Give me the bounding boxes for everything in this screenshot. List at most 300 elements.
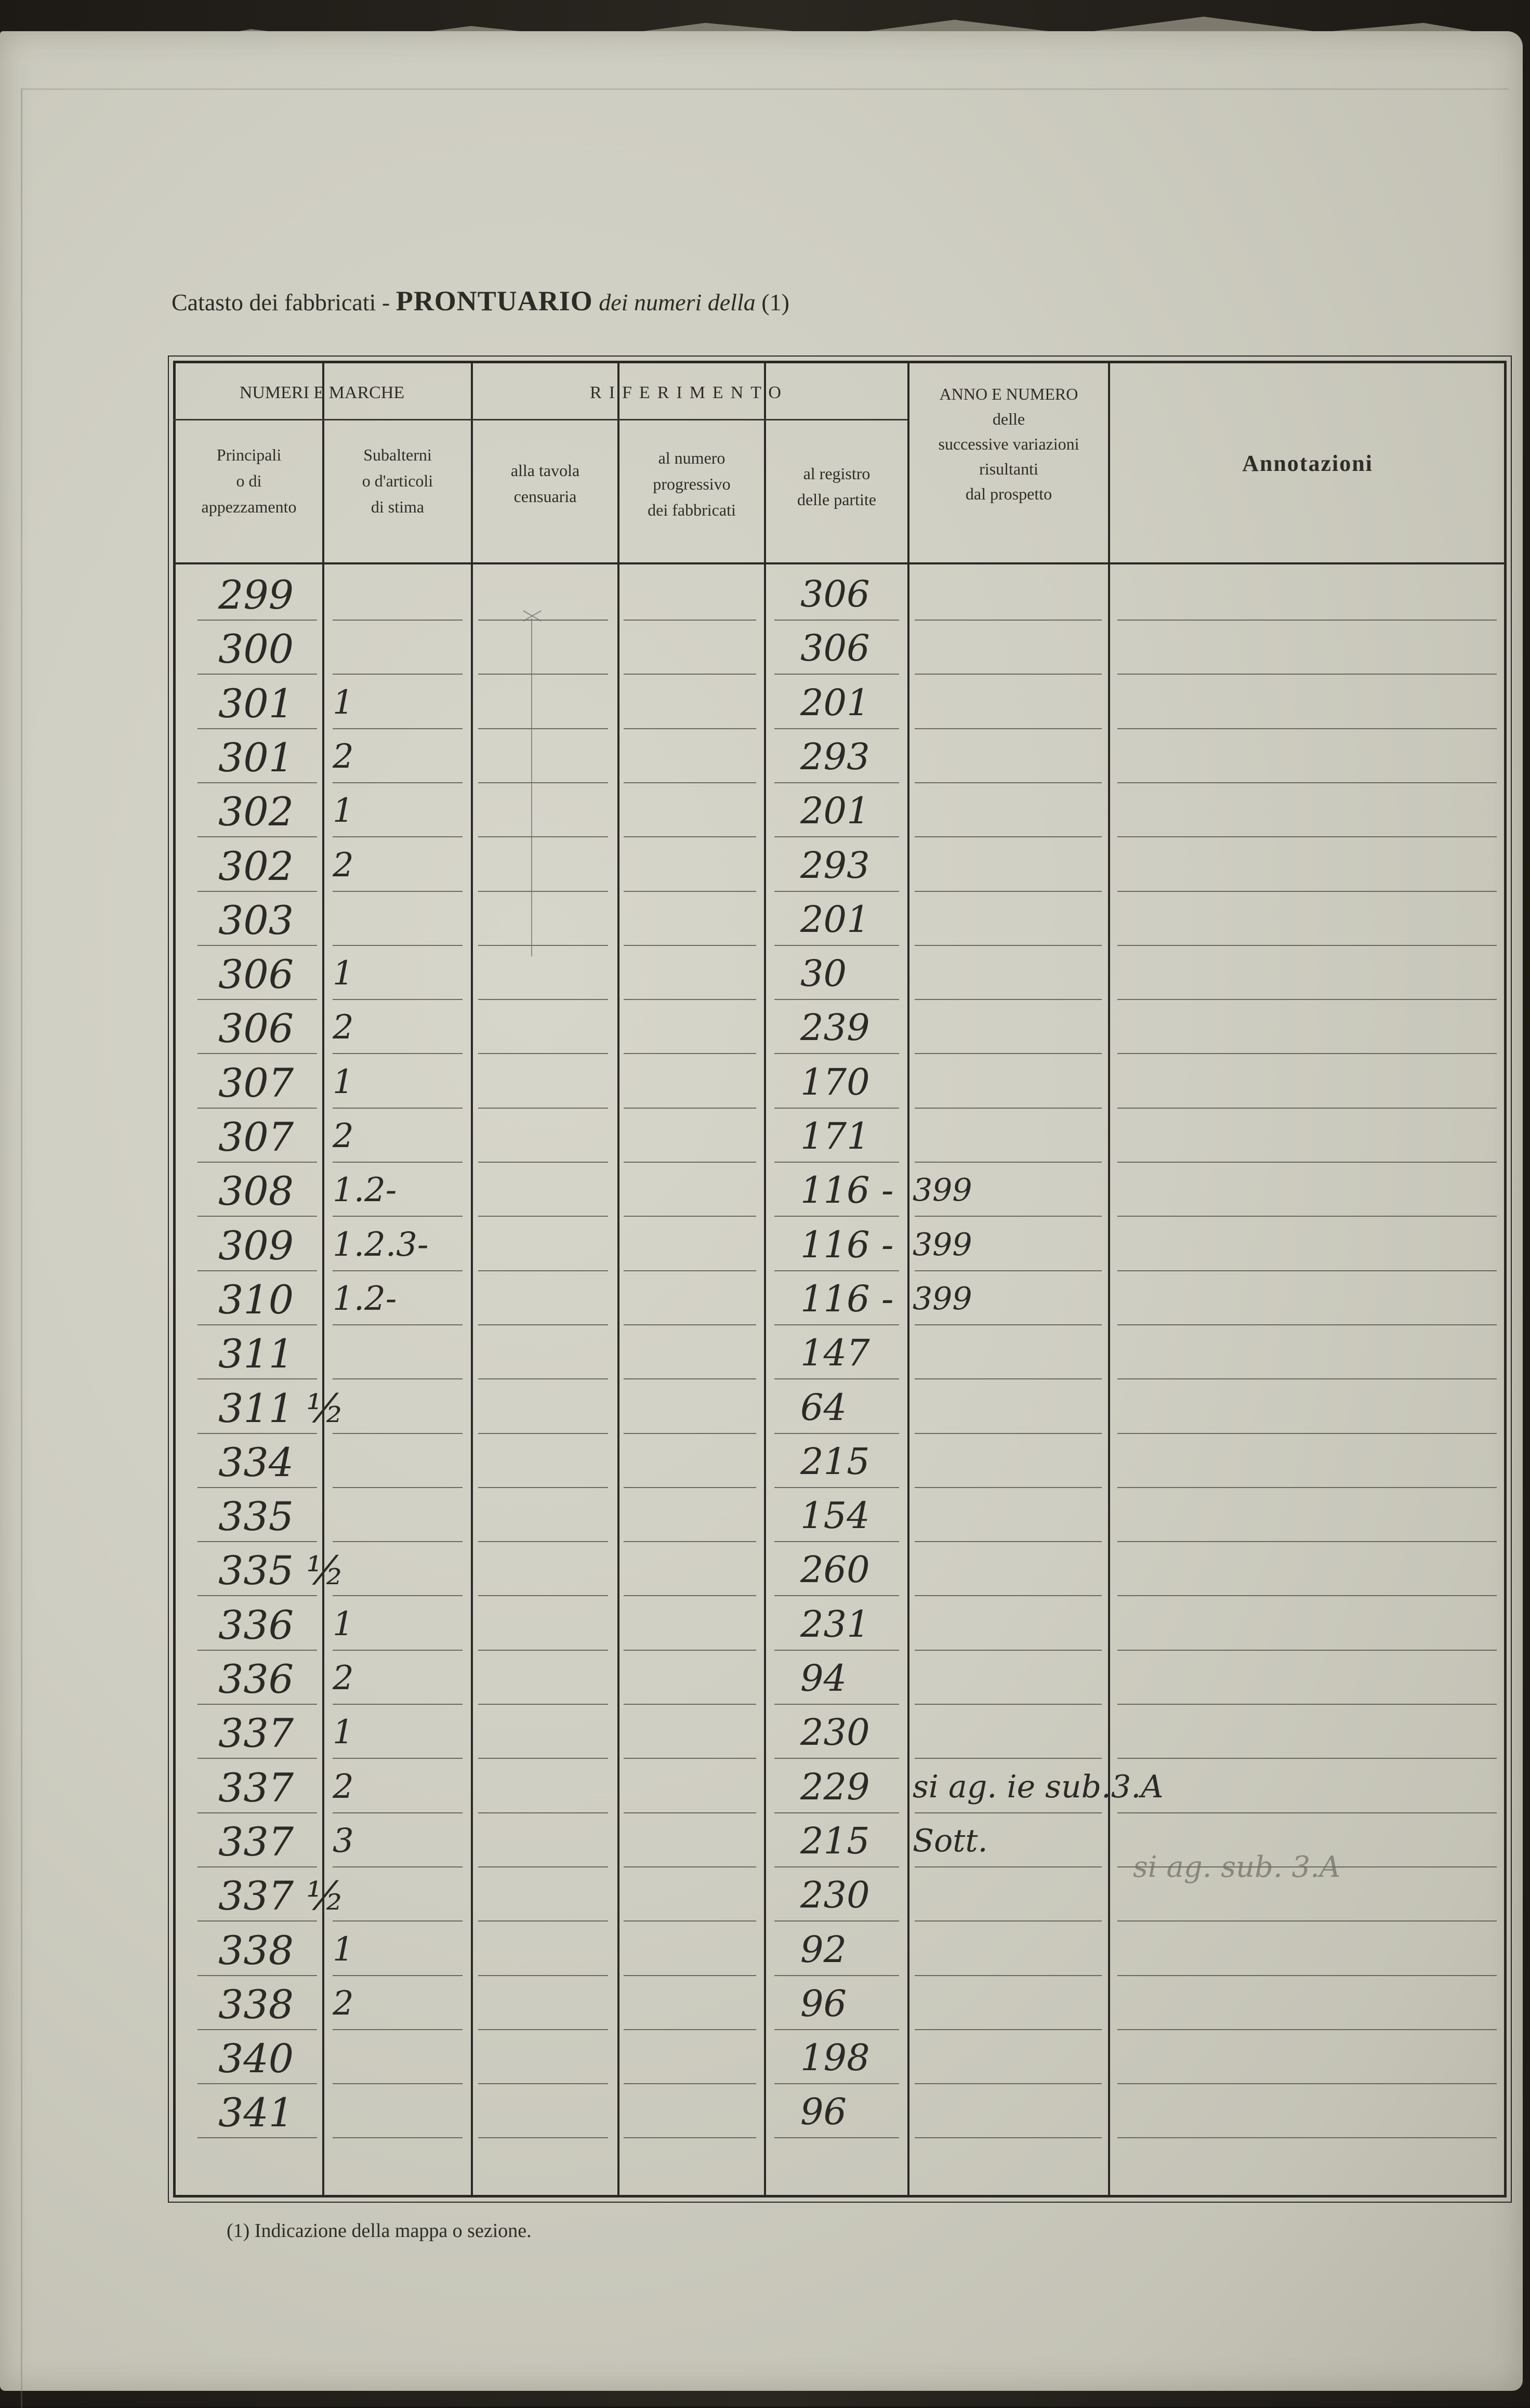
header-anno-line: delle <box>992 410 1025 428</box>
row-rule <box>478 1324 608 1325</box>
row-rule <box>478 1541 608 1542</box>
principale-number: 336 <box>218 1656 294 1702</box>
row-rule <box>333 1324 463 1325</box>
row-rule <box>1117 1108 1497 1109</box>
row-rule <box>915 1758 1102 1759</box>
subalterno-number: 2 <box>333 1767 354 1806</box>
row-rule <box>774 1053 899 1054</box>
row-rule <box>915 891 1102 892</box>
row-rule <box>478 1162 608 1163</box>
row-rule <box>774 999 899 1000</box>
header-bottom-rule <box>173 562 1507 564</box>
row-rule <box>197 945 317 946</box>
subalterno-number: 1 <box>333 792 354 831</box>
variazione-entry: 399 <box>913 1280 972 1317</box>
row-rule <box>1117 1053 1497 1054</box>
row-rule <box>915 1866 1102 1867</box>
row-rule <box>774 1704 899 1705</box>
registro-number: 215 <box>800 1440 870 1483</box>
row-rule <box>1117 1487 1497 1488</box>
row-rule <box>1117 1595 1497 1596</box>
row-rule <box>915 1053 1102 1054</box>
row-rule <box>1117 836 1497 837</box>
row-rule <box>774 620 899 621</box>
subalterno-number: 2 <box>333 1984 354 2023</box>
row-rule <box>624 1758 756 1759</box>
principale-number: 337 <box>218 1818 294 1865</box>
row-rule <box>915 2029 1102 2030</box>
principale-number: 302 <box>218 788 294 835</box>
row-rule <box>197 1108 317 1109</box>
row-rule <box>333 1920 463 1922</box>
row-rule <box>624 728 756 729</box>
registro-number: 215 <box>800 1819 870 1862</box>
variazione-entry: si ag. ie sub.3.A <box>913 1768 1164 1805</box>
row-rule <box>197 1650 317 1651</box>
row-rule <box>478 674 608 675</box>
registro-number: 260 <box>800 1548 870 1591</box>
subalterno-number: 1.2.3- <box>333 1225 429 1264</box>
registro-number: 96 <box>800 1982 847 2025</box>
row-rule <box>197 999 317 1000</box>
row-rule <box>197 728 317 729</box>
principale-number: 341 <box>218 2089 294 2136</box>
row-rule <box>915 1812 1102 1813</box>
row-rule <box>333 1053 463 1054</box>
row-rule <box>624 1270 756 1271</box>
principale-number: 338 <box>218 1927 294 1973</box>
col-divider <box>471 361 473 2198</box>
row-rule <box>624 1866 756 1867</box>
col-divider <box>907 361 909 2198</box>
registro-number: 116 - <box>800 1223 894 1266</box>
row-rule <box>197 1866 317 1867</box>
row-rule <box>333 728 463 729</box>
header-anno-line: ANNO E NUMERO <box>939 385 1078 403</box>
row-rule <box>1117 999 1497 1000</box>
row-rule <box>478 1270 608 1271</box>
row-rule <box>197 1758 317 1759</box>
row-rule <box>478 782 608 783</box>
row-rule <box>624 1650 756 1651</box>
row-rule <box>624 1324 756 1325</box>
row-rule <box>624 891 756 892</box>
row-rule <box>333 1595 463 1596</box>
row-rule <box>333 1162 463 1163</box>
header-anno-line: risultanti <box>979 459 1038 478</box>
row-rule <box>1117 620 1497 621</box>
row-rule <box>624 1162 756 1163</box>
row-rule <box>774 1975 899 1976</box>
principale-number: 310 <box>218 1276 294 1323</box>
row-rule <box>624 1812 756 1813</box>
row-rule <box>478 999 608 1000</box>
principale-number: 303 <box>218 897 294 943</box>
row-rule <box>624 945 756 946</box>
row-rule <box>1117 674 1497 675</box>
row-rule <box>197 1378 317 1379</box>
row-rule <box>774 1758 899 1759</box>
row-rule <box>774 1324 899 1325</box>
row-rule <box>478 1920 608 1922</box>
row-rule <box>333 1812 463 1813</box>
header-suffix: dei numeri della <box>599 289 756 315</box>
row-rule <box>478 1866 608 1867</box>
principale-number: 306 <box>218 951 294 998</box>
row-rule <box>333 1270 463 1271</box>
principale-number: 308 <box>218 1168 294 1215</box>
registro-number: 147 <box>800 1332 870 1375</box>
subalterno-number: 1 <box>333 1604 354 1643</box>
row-rule <box>624 782 756 783</box>
subalterno-number: 2 <box>333 1117 354 1155</box>
row-rule <box>915 1650 1102 1651</box>
row-rule <box>1117 1704 1497 1705</box>
principale-number: 334 <box>218 1439 294 1485</box>
principale-number: 307 <box>218 1114 294 1160</box>
header-prefix: Catasto dei fabbricati - <box>172 289 396 315</box>
principale-number: 340 <box>218 2035 294 2082</box>
row-rule <box>197 1812 317 1813</box>
row-rule <box>915 999 1102 1000</box>
row-rule <box>774 836 899 837</box>
row-rule <box>333 1378 463 1379</box>
header-subalterni-line: di stima <box>371 497 425 516</box>
row-rule <box>478 2137 608 2138</box>
row-rule <box>1117 1812 1497 1813</box>
row-rule <box>774 1595 899 1596</box>
registro-number: 306 <box>800 627 870 670</box>
row-rule <box>915 1975 1102 1976</box>
row-rule <box>333 782 463 783</box>
row-rule <box>774 1812 899 1813</box>
principale-number: 311 <box>218 1331 294 1377</box>
header-principali-line: o di <box>236 471 262 490</box>
row-rule <box>478 2083 608 2084</box>
row-rule <box>624 1975 756 1976</box>
row-rule <box>915 1162 1102 1163</box>
registro-number: 230 <box>800 1874 870 1917</box>
registro-number: 94 <box>800 1657 847 1700</box>
header-registro-line: al registro <box>803 464 870 483</box>
registro-number: 30 <box>800 952 847 995</box>
registro-number: 170 <box>800 1060 870 1103</box>
row-rule <box>197 1324 317 1325</box>
group-header-rule <box>173 419 471 420</box>
row-rule <box>1117 2029 1497 2030</box>
header-subalterni-line: Subalterni <box>363 445 432 464</box>
row-rule <box>478 1487 608 1488</box>
row-rule <box>624 1595 756 1596</box>
row-rule <box>333 1487 463 1488</box>
header-anno-line: dal prospetto <box>965 484 1052 503</box>
row-rule <box>333 1758 463 1759</box>
row-rule <box>915 1433 1102 1434</box>
registro-number: 116 - <box>800 1277 894 1320</box>
row-rule <box>915 1487 1102 1488</box>
header-registro <box>766 460 907 512</box>
row-rule <box>915 1324 1102 1325</box>
variazione-entry: 399 <box>913 1172 972 1209</box>
col-divider <box>1108 361 1110 2198</box>
row-rule <box>478 1650 608 1651</box>
principale-number: 307 <box>218 1059 294 1106</box>
col-divider <box>617 361 619 2198</box>
row-rule <box>915 2083 1102 2084</box>
row-rule <box>915 945 1102 946</box>
row-rule <box>1117 1920 1497 1922</box>
pencil-mark <box>531 619 532 956</box>
row-rule <box>1117 1162 1497 1163</box>
row-rule <box>774 1162 899 1163</box>
row-rule <box>197 1053 317 1054</box>
row-rule <box>197 1216 317 1217</box>
registro-number: 64 <box>800 1386 847 1429</box>
header-principali-line: Principali <box>216 445 282 464</box>
row-rule <box>915 1595 1102 1596</box>
row-rule <box>478 1975 608 1976</box>
header-registro-line: delle partite <box>797 490 876 509</box>
row-rule <box>478 1108 608 1109</box>
principale-number: 306 <box>218 1005 294 1052</box>
principale-number: 335 <box>218 1493 294 1540</box>
header-note-ref: (1) <box>761 289 789 315</box>
row-rule <box>624 1216 756 1217</box>
row-rule <box>197 2137 317 2138</box>
row-rule <box>333 1704 463 1705</box>
principale-number: 337 <box>218 1764 294 1811</box>
row-rule <box>624 1487 756 1488</box>
principale-number: 335 ½ <box>218 1547 345 1594</box>
col-divider <box>764 361 766 2198</box>
subalterno-number: 1 <box>333 1062 354 1101</box>
row-rule <box>333 1541 463 1542</box>
header-numero-line: dei fabbricati <box>648 501 736 519</box>
row-rule <box>478 620 608 621</box>
header-subalterni-line: o d'articoli <box>362 471 433 490</box>
header-anno <box>909 381 1108 506</box>
principale-number: 336 <box>218 1601 294 1648</box>
row-rule <box>478 945 608 946</box>
row-rule <box>333 945 463 946</box>
group-header-numeri: NUMERI E MARCHE <box>239 383 405 402</box>
row-rule <box>1117 1975 1497 1976</box>
registro-number: 154 <box>800 1494 870 1537</box>
row-rule <box>333 836 463 837</box>
row-rule <box>197 1162 317 1163</box>
footnote: (1) Indicazione della mappa o sezione. <box>227 2220 532 2242</box>
row-rule <box>774 1216 899 1217</box>
row-rule <box>333 1433 463 1434</box>
row-rule <box>915 674 1102 675</box>
row-rule <box>624 1433 756 1434</box>
row-rule <box>197 1270 317 1271</box>
row-rule <box>478 891 608 892</box>
row-rule <box>478 1433 608 1434</box>
row-rule <box>333 999 463 1000</box>
row-rule <box>915 1920 1102 1922</box>
subalterno-number: 1.2- <box>333 1279 397 1318</box>
row-rule <box>1117 1378 1497 1379</box>
header-subalterni <box>324 442 471 520</box>
row-rule <box>478 836 608 837</box>
row-rule <box>478 1758 608 1759</box>
row-rule <box>915 620 1102 621</box>
row-rule <box>624 1378 756 1379</box>
row-rule <box>333 1108 463 1109</box>
row-rule <box>478 1704 608 1705</box>
row-rule <box>915 1108 1102 1109</box>
header-tavola-line: alla tavola <box>510 461 580 480</box>
header-tavola <box>473 457 617 509</box>
row-rule <box>915 836 1102 837</box>
row-rule <box>197 836 317 837</box>
row-rule <box>1117 1324 1497 1325</box>
row-rule <box>478 1378 608 1379</box>
subalterno-number: 2 <box>333 1659 354 1698</box>
row-rule <box>624 836 756 837</box>
principale-number: 309 <box>218 1222 294 1269</box>
row-rule <box>197 620 317 621</box>
principale-number: 311 ½ <box>218 1385 345 1431</box>
registro-number: 96 <box>800 2090 847 2134</box>
row-rule <box>774 1487 899 1488</box>
row-rule <box>915 1378 1102 1379</box>
subalterno-number: 1 <box>333 954 354 993</box>
registro-number: 230 <box>800 1711 870 1754</box>
row-rule <box>1117 945 1497 946</box>
principale-number: 302 <box>218 843 294 889</box>
variazione-entry: Sott. <box>913 1822 988 1859</box>
row-rule <box>197 891 317 892</box>
registro-number: 231 <box>800 1602 870 1646</box>
row-rule <box>774 945 899 946</box>
principale-number: 300 <box>218 626 294 673</box>
row-rule <box>197 674 317 675</box>
registro-number: 201 <box>800 681 870 724</box>
header-tavola-line: censuaria <box>513 487 577 506</box>
row-rule <box>1117 782 1497 783</box>
principale-number: 338 <box>218 1981 294 2028</box>
row-rule <box>197 1920 317 1922</box>
registro-number: 171 <box>800 1115 870 1157</box>
registro-number: 306 <box>800 573 870 615</box>
header-numero <box>619 445 764 523</box>
principale-number: 337 ½ <box>218 1873 345 1919</box>
row-rule <box>915 1541 1102 1542</box>
subalterno-number: 1 <box>333 683 354 722</box>
row-rule <box>197 1704 317 1705</box>
row-rule <box>624 2029 756 2030</box>
row-rule <box>333 620 463 621</box>
header-annotazioni: Annotazioni <box>1242 451 1373 476</box>
row-rule <box>333 1650 463 1651</box>
row-rule <box>197 2083 317 2084</box>
row-rule <box>774 1433 899 1434</box>
subalterno-number: 1 <box>333 1713 354 1752</box>
row-rule <box>478 1053 608 1054</box>
row-rule <box>915 1216 1102 1217</box>
principale-number: 337 <box>218 1710 294 1757</box>
row-rule <box>1117 1433 1497 1434</box>
principale-number: 301 <box>218 680 294 727</box>
row-rule <box>624 1053 756 1054</box>
row-rule <box>915 1270 1102 1271</box>
row-rule <box>333 1975 463 1976</box>
row-rule <box>624 1108 756 1109</box>
variazione-entry: 399 <box>913 1226 972 1263</box>
row-rule <box>478 728 608 729</box>
row-rule <box>774 2137 899 2138</box>
row-rule <box>1117 891 1497 892</box>
row-rule <box>624 674 756 675</box>
row-rule <box>774 1378 899 1379</box>
row-rule <box>333 2137 463 2138</box>
row-rule <box>333 674 463 675</box>
row-rule <box>333 891 463 892</box>
header-numero-line: progressivo <box>653 475 731 493</box>
row-rule <box>774 1541 899 1542</box>
registro-number: 239 <box>800 1006 870 1049</box>
row-rule <box>624 1920 756 1922</box>
row-rule <box>197 1595 317 1596</box>
row-rule <box>1117 1758 1497 1759</box>
subalterno-number: 3 <box>333 1821 354 1860</box>
row-rule <box>333 2029 463 2030</box>
registro-number: 293 <box>800 844 870 887</box>
row-rule <box>197 1541 317 1542</box>
row-rule <box>624 1541 756 1542</box>
row-rule <box>1117 2083 1497 2084</box>
row-rule <box>478 1595 608 1596</box>
row-rule <box>774 1920 899 1922</box>
subalterno-number: 1 <box>333 1930 354 1969</box>
principale-number: 299 <box>218 572 294 618</box>
subalterno-number: 2 <box>333 846 354 885</box>
row-rule <box>1117 1270 1497 1271</box>
subalterno-number: 2 <box>333 1008 354 1047</box>
row-rule <box>774 1866 899 1867</box>
header-title: PRONTUARIO <box>395 285 593 317</box>
registro-number: 116 - <box>800 1169 894 1212</box>
subalterno-number: 1.2- <box>333 1171 397 1210</box>
row-rule <box>1117 1541 1497 1542</box>
row-rule <box>1117 1216 1497 1217</box>
row-rule <box>915 782 1102 783</box>
row-rule <box>197 1487 317 1488</box>
faint-annotation: si ag. sub. 3.A <box>1133 1850 1341 1884</box>
page-header <box>172 285 789 317</box>
row-rule <box>1117 728 1497 729</box>
header-principali <box>176 442 322 520</box>
row-rule <box>774 1650 899 1651</box>
registro-number: 201 <box>800 789 870 833</box>
row-rule <box>774 1108 899 1109</box>
row-rule <box>774 1270 899 1271</box>
col-divider <box>322 361 324 2198</box>
registro-number: 201 <box>800 898 870 941</box>
header-anno-line: successive variazioni <box>938 435 1079 453</box>
row-rule <box>915 728 1102 729</box>
row-rule <box>333 2083 463 2084</box>
row-rule <box>478 1216 608 1217</box>
row-rule <box>774 2029 899 2030</box>
row-rule <box>915 2137 1102 2138</box>
registro-number: 229 <box>800 1765 870 1808</box>
row-rule <box>774 891 899 892</box>
row-rule <box>774 674 899 675</box>
header-principali-line: appezzamento <box>201 497 297 516</box>
